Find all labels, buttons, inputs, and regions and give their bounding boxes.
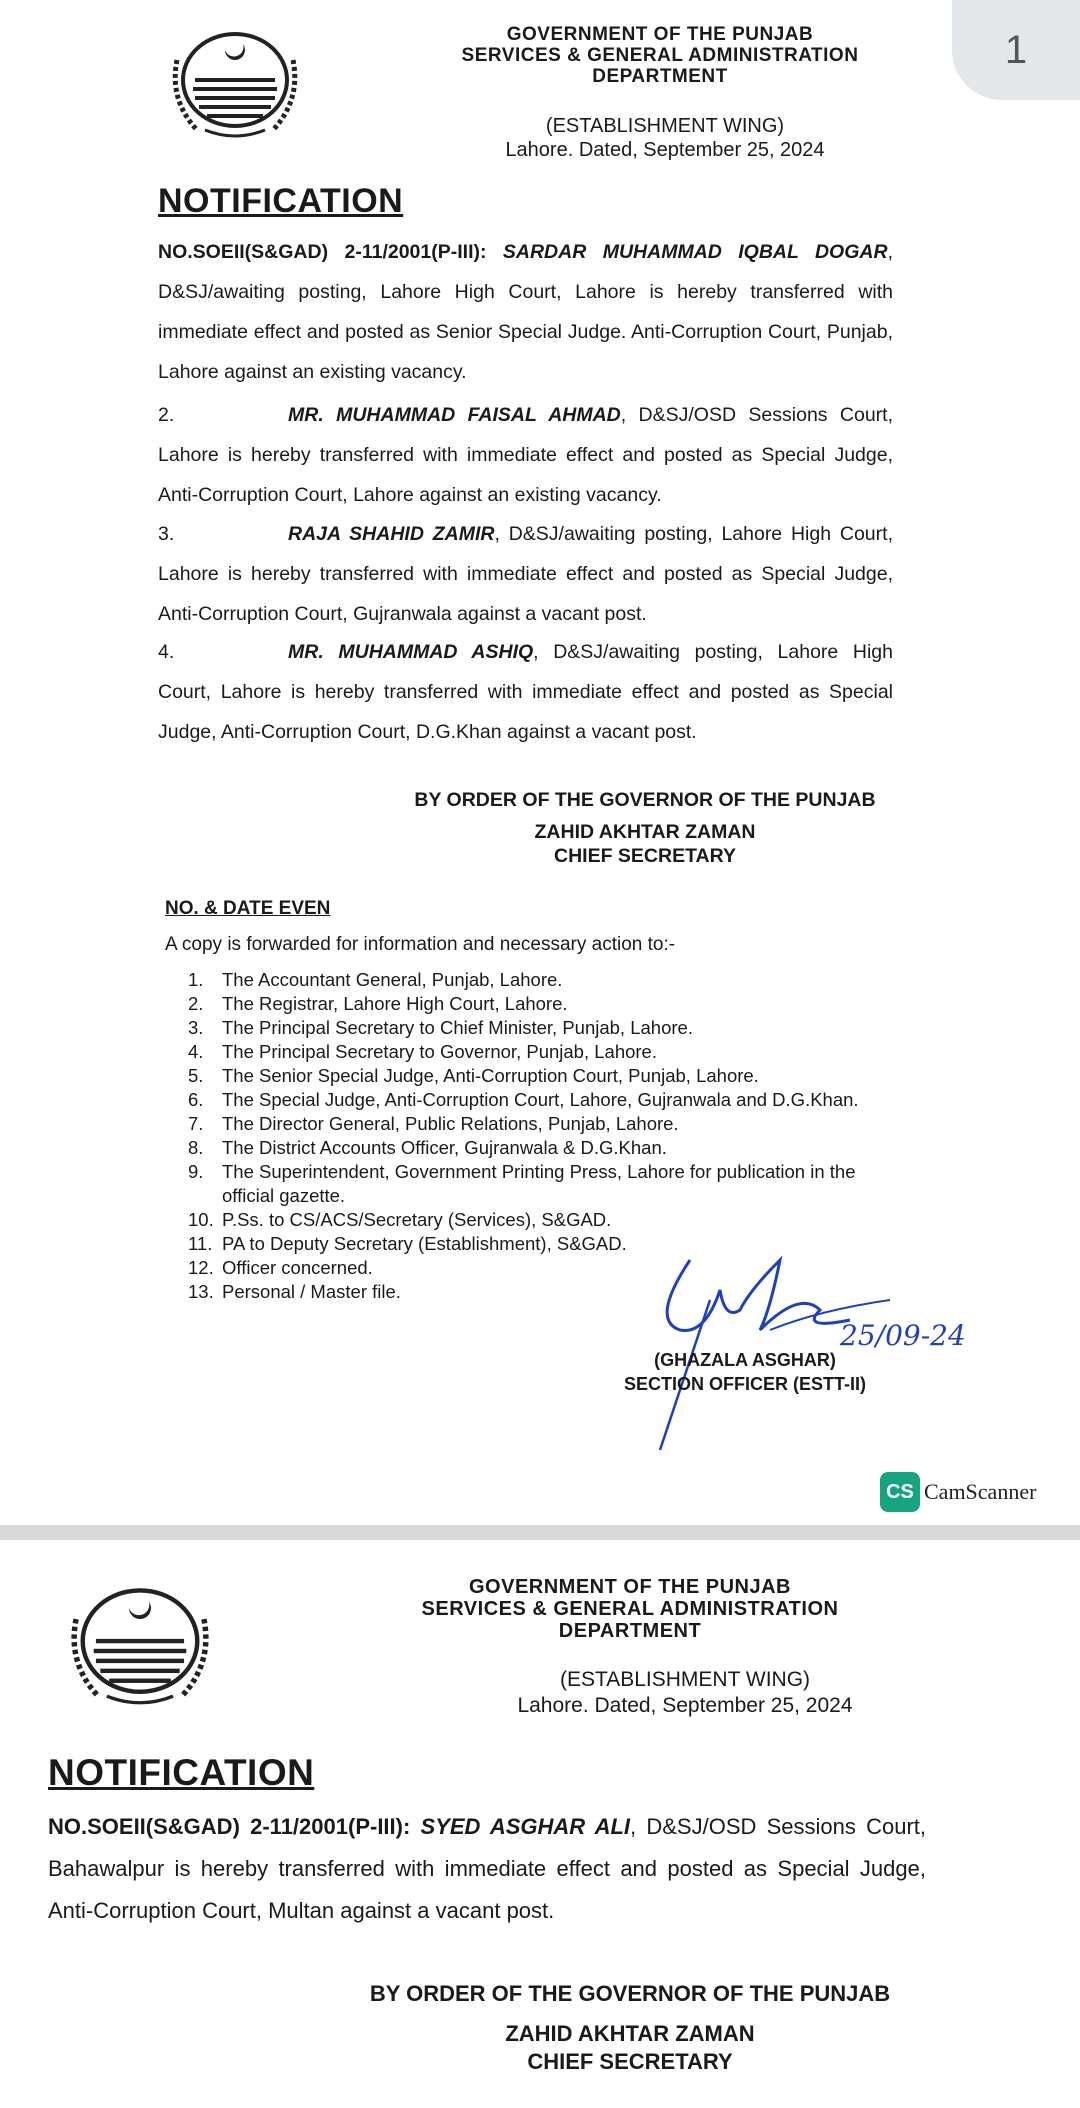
letterhead-line2: SERVICES & GENERAL ADMINISTRATION bbox=[421, 1598, 839, 1620]
letterhead bbox=[380, 1576, 880, 1642]
notification-para-2: 2. MR. MUHAMMAD FAISAL AHMAD, D&SJ/OSD Sessions Court, Lahore is hereby transferred with immediate effect and posted as Special Judge, Anti-Corruption Court, Lahore against an existing vacancy. bbox=[158, 404, 893, 506]
reference-number: NO.SOEII(S&GAD) 2-11/2001(P-III): bbox=[158, 241, 487, 263]
by-order-line: BY ORDER OF THE GOVERNOR OF THE PUNJAB bbox=[414, 789, 876, 811]
forward-intro: A copy is forwarded for information and necessary action to:- bbox=[165, 934, 676, 955]
wing-and-date bbox=[480, 1667, 890, 1719]
letterhead-line2: SERVICES & GENERAL ADMINISTRATION bbox=[461, 45, 859, 66]
order-block bbox=[390, 788, 900, 868]
signature-date: 25/09-24 bbox=[840, 1319, 966, 1352]
notification-para-4: 4. MR. MUHAMMAD ASHIQ, D&SJ/awaiting posting, Lahore High Court, Lahore is hereby transferred with immediate effect and posted as Special Judge, Anti-Corruption Court, D.G.Khan against a vacant post. bbox=[158, 641, 893, 743]
distribution-list-item bbox=[188, 1016, 888, 1040]
letterhead-line1: GOVERNMENT OF THE PUNJAB bbox=[506, 24, 814, 45]
officer-name-2: MR. MUHAMMAD FAISAL AHMAD bbox=[288, 404, 621, 426]
list-item-number: 1. bbox=[188, 969, 204, 990]
letterhead-line1: GOVERNMENT OF THE PUNJAB bbox=[468, 1576, 792, 1598]
handwritten-signature bbox=[620, 1240, 990, 1450]
document-page-2 bbox=[0, 1540, 1080, 2108]
signatory-name: (GHAZALA ASGHAR) bbox=[654, 1350, 836, 1370]
notification-para-1: NO.SOEII(S&GAD) 2-11/2001(P-III): SYED ASGHAR ALI, D&SJ/OSD Sessions Court, Bahawalpur is hereby transferred with immediate effect and posted as Special Judge, Anti-Corruption Court, Multan against a vacant post. bbox=[48, 1814, 926, 1923]
wing-label: (ESTABLISHMENT WING) bbox=[559, 1668, 811, 1691]
wing-and-date bbox=[470, 114, 860, 162]
list-item-number: 2. bbox=[188, 993, 204, 1014]
list-item-text: The District Accounts Officer, Gujranwala & D.G.Khan. bbox=[222, 1137, 667, 1158]
distribution-list-item bbox=[188, 1160, 888, 1208]
list-item-text: Officer concerned. bbox=[222, 1257, 373, 1278]
no-date-even: NO. & DATE EVEN bbox=[165, 898, 331, 919]
by-order-line: BY ORDER OF THE GOVERNOR OF THE PUNJAB bbox=[369, 1981, 891, 2006]
chief-secretary-title: CHIEF SECRETARY bbox=[527, 2049, 733, 2074]
list-item-number: 9. bbox=[188, 1161, 204, 1182]
punjab-government-logo bbox=[165, 30, 305, 148]
letterhead-line3: DEPARTMENT bbox=[592, 66, 728, 87]
letterhead bbox=[440, 24, 880, 87]
notification-title: NOTIFICATION bbox=[48, 1752, 315, 1793]
list-item-number: 7. bbox=[188, 1113, 204, 1134]
list-item-number: 6. bbox=[188, 1089, 204, 1110]
officer-name-3: RAJA SHAHID ZAMIR bbox=[288, 523, 495, 545]
dated-line: Lahore. Dated, September 25, 2024 bbox=[517, 1694, 853, 1717]
list-item-number: 4. bbox=[188, 1041, 204, 1062]
list-item-text: The Senior Special Judge, Anti-Corruption Court, Punjab, Lahore. bbox=[222, 1065, 759, 1086]
signatory-block bbox=[580, 1348, 910, 1396]
list-item-number: 12. bbox=[188, 1257, 214, 1278]
list-item-text: PA to Deputy Secretary (Establishment), S&GAD. bbox=[222, 1233, 627, 1254]
list-item-text: The Superintendent, Government Printing Press, Lahore for publication in the official gazette. bbox=[222, 1161, 856, 1206]
distribution-list-item bbox=[188, 968, 888, 992]
letterhead-line3: DEPARTMENT bbox=[558, 1620, 702, 1642]
list-item-number: 13. bbox=[188, 1281, 214, 1302]
distribution-list-item bbox=[188, 1208, 888, 1232]
officer-name: SYED ASGHAR ALI bbox=[420, 1814, 631, 1839]
notification-para-1: NO.SOEII(S&GAD) 2-11/2001(P-III): SARDAR MUHAMMAD IQBAL DOGAR, D&SJ/awaiting posting, Lahore High Court, Lahore is hereby transferred with immediate effect and posted as Senior Special Judge. Anti-Corruption Court, Punjab, Lahore against an existing vacancy. bbox=[158, 241, 893, 383]
distribution-list-item bbox=[188, 1136, 888, 1160]
punjab-government-logo bbox=[60, 1586, 220, 1716]
list-item-text: Personal / Master file. bbox=[222, 1281, 401, 1302]
camscanner-watermark bbox=[880, 1472, 1036, 1512]
reference-number: NO.SOEII(S&GAD) 2-11/2001(P-III): bbox=[48, 1814, 411, 1839]
list-item-number: 5. bbox=[188, 1065, 204, 1086]
distribution-list-item bbox=[188, 1064, 888, 1088]
camscanner-label: CamScanner bbox=[924, 1479, 1037, 1504]
signatory-title: SECTION OFFICER (ESTT-II) bbox=[624, 1374, 866, 1394]
distribution-list-item bbox=[188, 992, 888, 1016]
chief-secretary-name: ZAHID AKHTAR ZAMAN bbox=[505, 2021, 755, 2046]
dated-line: Lahore. Dated, September 25, 2024 bbox=[505, 139, 825, 161]
distribution-list-item bbox=[188, 1112, 888, 1136]
camscanner-logo: CS bbox=[880, 1472, 920, 1512]
notification-para-3: 3. RAJA SHAHID ZAMIR, D&SJ/awaiting posting, Lahore High Court, Lahore is hereby transferred with immediate effect and posted as Special Judge, Anti-Corruption Court, Gujranwala against a vacant post. bbox=[158, 523, 893, 625]
list-item-text: P.Ss. to CS/ACS/Secretary (Services), S&GAD. bbox=[222, 1209, 612, 1230]
list-item-number: 8. bbox=[188, 1137, 204, 1158]
list-item-text: The Principal Secretary to Governor, Punjab, Lahore. bbox=[222, 1041, 657, 1062]
chief-secretary-name: ZAHID AKHTAR ZAMAN bbox=[534, 821, 756, 843]
list-item-number: 3. bbox=[188, 1017, 204, 1038]
list-item-text: The Director General, Public Relations, Punjab, Lahore. bbox=[222, 1113, 679, 1134]
wing-label: (ESTABLISHMENT WING) bbox=[545, 115, 785, 137]
distribution-list-item bbox=[188, 1040, 888, 1064]
notification-title: NOTIFICATION bbox=[158, 182, 404, 220]
list-item-text: The Registrar, Lahore High Court, Lahore. bbox=[222, 993, 568, 1014]
page-number-badge: 1 bbox=[952, 0, 1080, 100]
list-item-text: The Accountant General, Punjab, Lahore. bbox=[222, 969, 563, 990]
chief-secretary-title: CHIEF SECRETARY bbox=[553, 845, 736, 867]
list-item-text: The Special Judge, Anti-Corruption Court, Lahore, Gujranwala and D.G.Khan. bbox=[222, 1089, 859, 1110]
order-block bbox=[330, 1980, 930, 2076]
list-item-number: 10. bbox=[188, 1209, 214, 1230]
officer-name-1: SARDAR MUHAMMAD IQBAL DOGAR bbox=[502, 241, 888, 263]
officer-name-4: MR. MUHAMMAD ASHIQ bbox=[288, 641, 534, 663]
list-item-text: The Principal Secretary to Chief Minister, Punjab, Lahore. bbox=[222, 1017, 693, 1038]
distribution-list-item bbox=[188, 1088, 888, 1112]
page-divider bbox=[0, 1525, 1080, 1540]
list-item-number: 11. bbox=[188, 1233, 213, 1254]
